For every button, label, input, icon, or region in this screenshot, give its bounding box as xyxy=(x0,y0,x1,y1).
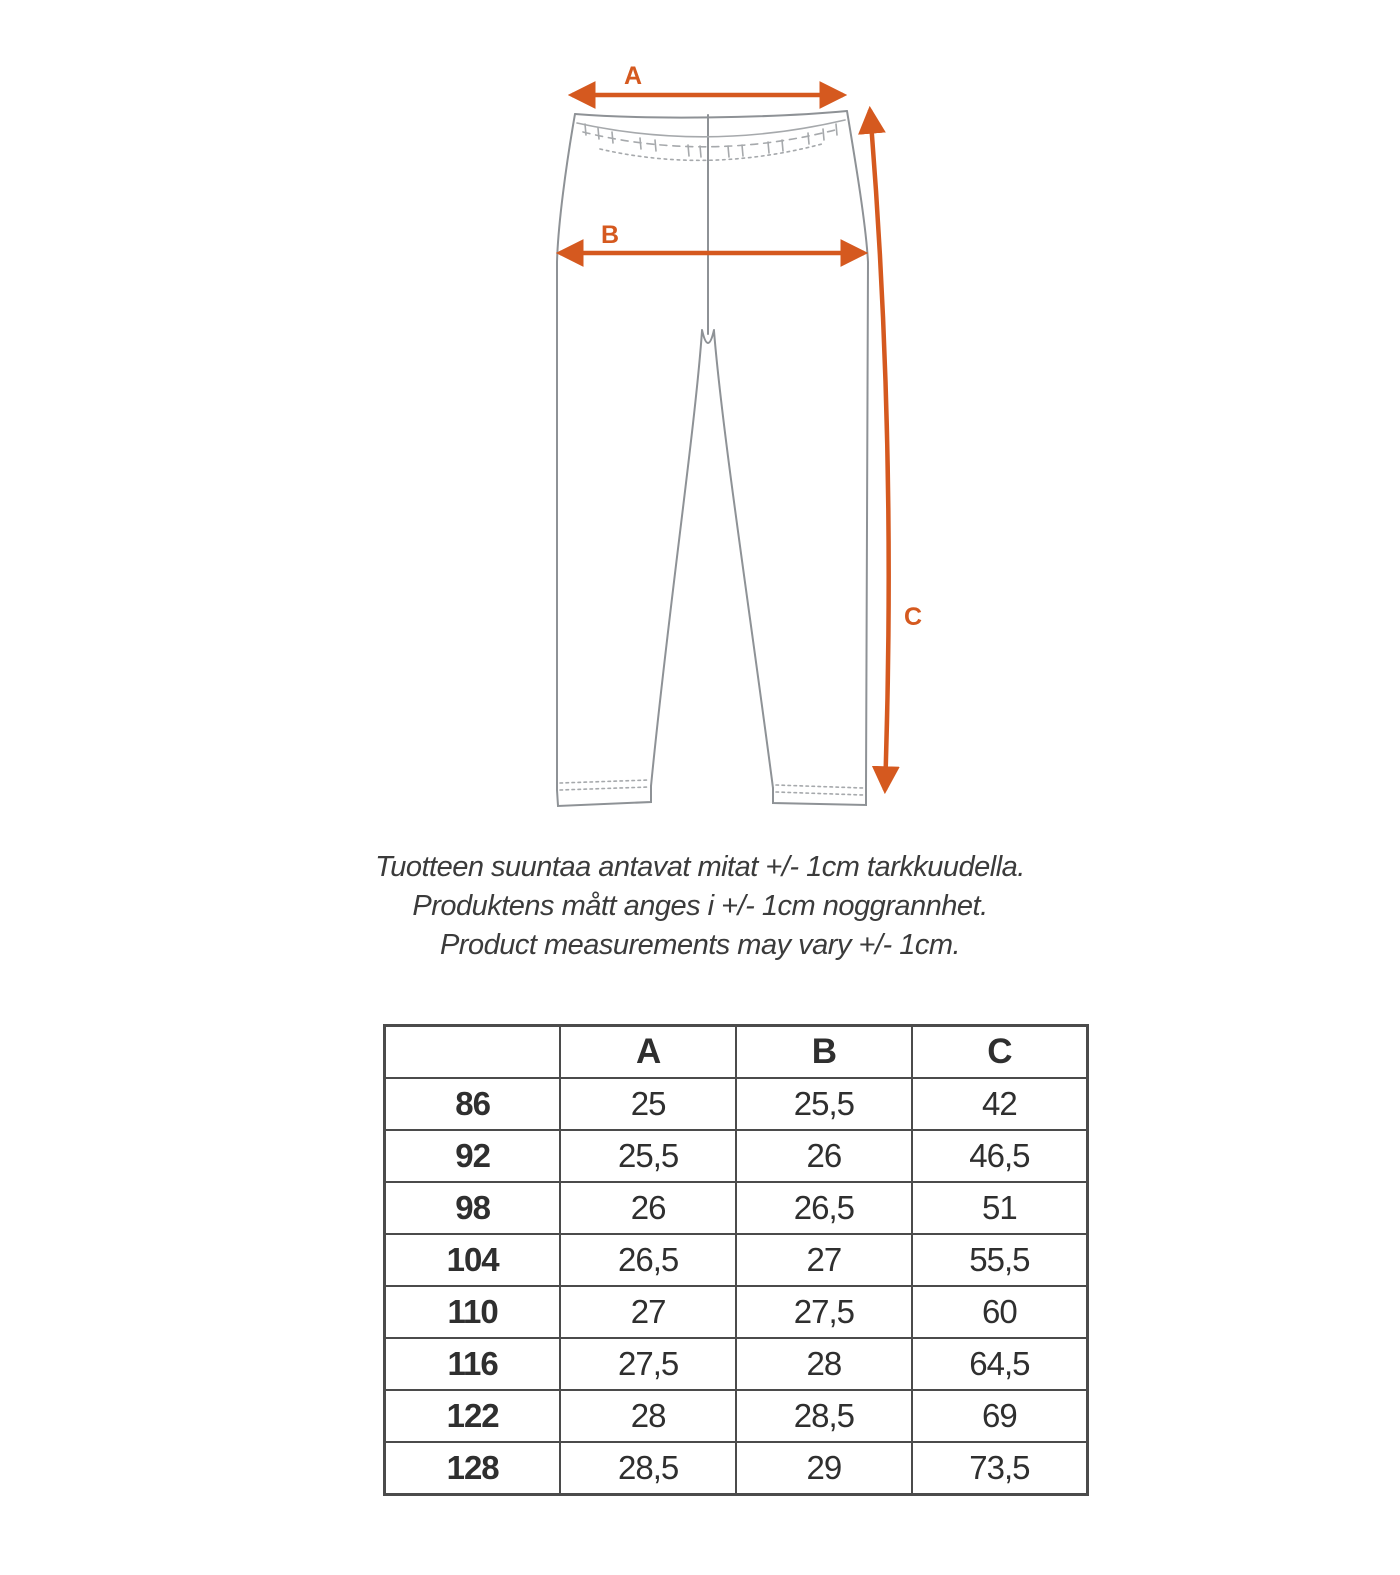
cell-size: 98 xyxy=(385,1182,561,1234)
left-leg-inner-edge xyxy=(651,331,702,786)
cell-c: 73,5 xyxy=(912,1442,1088,1495)
cell-c: 46,5 xyxy=(912,1130,1088,1182)
table-row xyxy=(385,1286,1088,1338)
table-row xyxy=(385,1390,1088,1442)
dimension-arrow-b xyxy=(560,221,864,253)
measurement-notes xyxy=(0,852,1400,969)
cell-c: 55,5 xyxy=(912,1234,1088,1286)
cell-b: 26 xyxy=(736,1130,912,1182)
cell-c: 51 xyxy=(912,1182,1088,1234)
cell-size: 110 xyxy=(385,1286,561,1338)
dimension-b-label: B xyxy=(600,221,620,249)
waist-top-edge xyxy=(575,111,847,118)
cell-b: 28,5 xyxy=(736,1390,912,1442)
table-row xyxy=(385,1234,1088,1286)
cell-size: 104 xyxy=(385,1234,561,1286)
header-size xyxy=(385,1026,561,1079)
table-row xyxy=(385,1130,1088,1182)
note-swedish: Produktens mått anges i +/- 1cm noggrannhet. xyxy=(412,890,988,922)
note-finnish: Tuotteen suuntaa antavat mitat +/- 1cm tarkkuudella. xyxy=(375,851,1025,883)
cell-b: 27,5 xyxy=(736,1286,912,1338)
table-row xyxy=(385,1338,1088,1390)
header-b: B xyxy=(736,1026,912,1079)
dimension-a-label: A xyxy=(623,62,643,90)
cell-b: 25,5 xyxy=(736,1078,912,1130)
cell-a: 26 xyxy=(560,1182,736,1234)
cell-size: 122 xyxy=(385,1390,561,1442)
header-c: C xyxy=(912,1026,1088,1079)
cell-c: 60 xyxy=(912,1286,1088,1338)
cell-b: 27 xyxy=(736,1234,912,1286)
table-row xyxy=(385,1442,1088,1495)
waistband-texture xyxy=(577,120,845,160)
cell-b: 26,5 xyxy=(736,1182,912,1234)
table-row xyxy=(385,1078,1088,1130)
cell-a: 28,5 xyxy=(560,1442,736,1495)
cell-size: 92 xyxy=(385,1130,561,1182)
right-leg-inner-edge xyxy=(714,331,773,788)
cell-size: 116 xyxy=(385,1338,561,1390)
cell-a: 27 xyxy=(560,1286,736,1338)
header-row xyxy=(385,1026,1088,1079)
cell-c: 42 xyxy=(912,1078,1088,1130)
cell-b: 29 xyxy=(736,1442,912,1495)
cell-c: 69 xyxy=(912,1390,1088,1442)
header-a: A xyxy=(560,1026,736,1079)
size-table-header xyxy=(385,1026,1088,1079)
size-table xyxy=(383,1024,1089,1496)
right-leg-outer-edge xyxy=(773,111,868,805)
dimension-arrow-c xyxy=(870,110,922,790)
left-leg-outer-edge xyxy=(557,114,651,806)
cell-size: 128 xyxy=(385,1442,561,1495)
size-table-body xyxy=(385,1078,1088,1495)
table-row xyxy=(385,1182,1088,1234)
cell-a: 25,5 xyxy=(560,1130,736,1182)
cell-a: 25 xyxy=(560,1078,736,1130)
cell-a: 28 xyxy=(560,1390,736,1442)
leggings-outline xyxy=(557,111,868,806)
hem-stitching xyxy=(560,780,863,795)
note-english: Product measurements may vary +/- 1cm. xyxy=(439,929,961,961)
dimension-arrow-a xyxy=(572,62,843,95)
cell-b: 28 xyxy=(736,1338,912,1390)
dimension-c-label: C xyxy=(903,603,923,631)
cell-a: 26,5 xyxy=(560,1234,736,1286)
cell-a: 27,5 xyxy=(560,1338,736,1390)
cell-c: 64,5 xyxy=(912,1338,1088,1390)
cell-size: 86 xyxy=(385,1078,561,1130)
dimension-c-line xyxy=(870,110,889,790)
